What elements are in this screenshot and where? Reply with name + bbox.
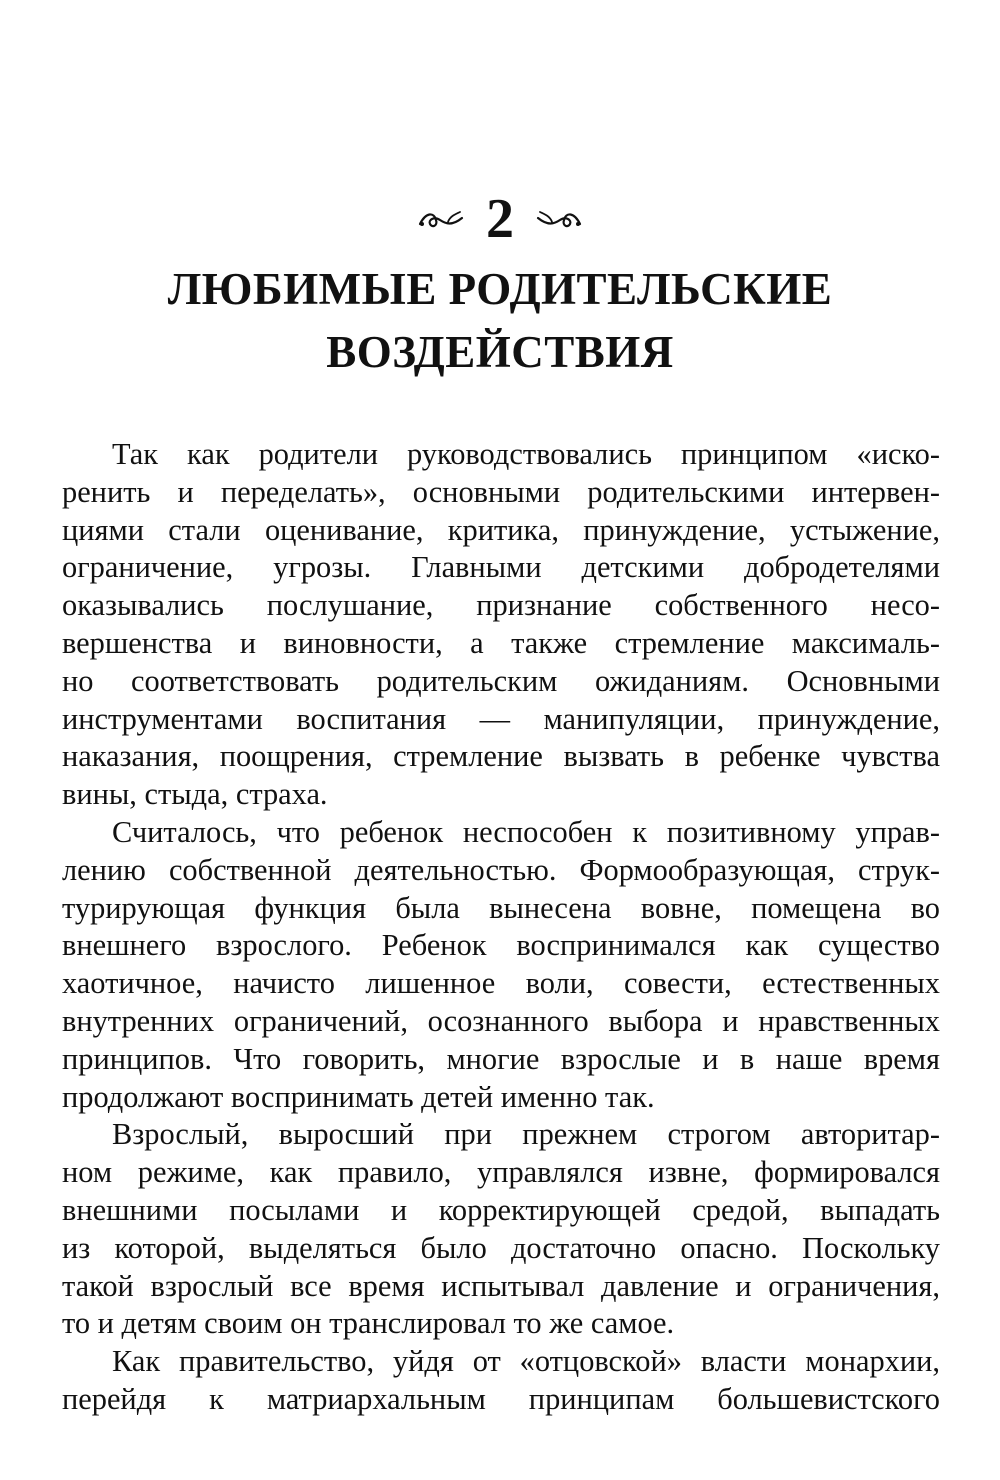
text-line: внутренних ограничений, осознанного выбора и нравственных bbox=[62, 1003, 940, 1038]
text-line: вершенства и виновности, а также стремление максималь- bbox=[62, 625, 940, 660]
text-line: оказывались послушание, признание собственного несо- bbox=[62, 588, 940, 623]
text-line: перейдя к матриархальным принципам большевистского bbox=[62, 1381, 940, 1416]
text-line: то и детям своим он транслировал то же самое. bbox=[62, 1306, 675, 1341]
text-line: Так как родители руководствовались принципом «иско- bbox=[112, 437, 940, 471]
text-line: хаотичное, начисто лишенное воли, совести, естественных bbox=[62, 966, 940, 1001]
text-line: Считалось, что ребенок неспособен к позитивному управ- bbox=[112, 814, 940, 849]
text-line: наказания, поощрения, стремление вызвать в ребенке чувства bbox=[62, 739, 940, 774]
paragraph bbox=[62, 814, 940, 1116]
text-line: циями стали оценивание, критика, принуждение, устыжение, bbox=[62, 512, 940, 547]
text-line: но соответствовать родительским ожиданиям. Основными bbox=[62, 663, 940, 698]
text-line: продолжают воспринимать детей именно так. bbox=[62, 1079, 655, 1114]
chapter-title bbox=[0, 258, 1000, 384]
text-line: инструментами воспитания — манипуляции, принуждение, bbox=[62, 701, 940, 736]
chapter-number: 2 bbox=[486, 188, 514, 250]
text-line: турирующая функция была вынесена вовне, помещена во bbox=[62, 890, 940, 925]
chapter-title-line: ВОЗДЕЙСТВИЯ bbox=[326, 327, 674, 377]
left-flourish-icon bbox=[418, 206, 464, 232]
text-line: внешними посылами и корректирующей средой, выпадать bbox=[62, 1192, 940, 1227]
text-line: лению собственной деятельностью. Формообразующая, струк- bbox=[62, 852, 940, 887]
chapter-number-line bbox=[0, 184, 1000, 254]
paragraph bbox=[62, 436, 940, 814]
text-line: ограничение, угрозы. Главными детскими добродетелями bbox=[62, 550, 940, 585]
text-line: ном режиме, как правило, управлялся извне, формировался bbox=[62, 1155, 940, 1190]
body-text bbox=[62, 436, 940, 1419]
text-line: Взрослый, выросший при прежнем строгом авторитар- bbox=[112, 1117, 940, 1152]
text-line: вины, стыда, страха. bbox=[62, 777, 328, 812]
paragraph bbox=[62, 1343, 940, 1419]
right-flourish-icon bbox=[536, 206, 582, 232]
paragraph bbox=[62, 1116, 940, 1343]
chapter-title-line: ЛЮБИМЫЕ РОДИТЕЛЬСКИЕ bbox=[167, 264, 833, 314]
text-line: принципов. Что говорить, многие взрослые и в наше время bbox=[62, 1041, 940, 1076]
text-line: такой взрослый все время испытывал давление и ограничения, bbox=[62, 1268, 940, 1303]
text-line: ренить и переделать», основными родительскими интервен- bbox=[62, 474, 940, 509]
chapter-heading bbox=[0, 184, 1000, 384]
text-line: Как правительство, уйдя от «отцовской» власти монархии, bbox=[112, 1344, 940, 1379]
text-line: внешнего взрослого. Ребенок воспринимался как существо bbox=[62, 928, 940, 963]
text-line: из которой, выделяться было достаточно опасно. Поскольку bbox=[62, 1230, 940, 1265]
